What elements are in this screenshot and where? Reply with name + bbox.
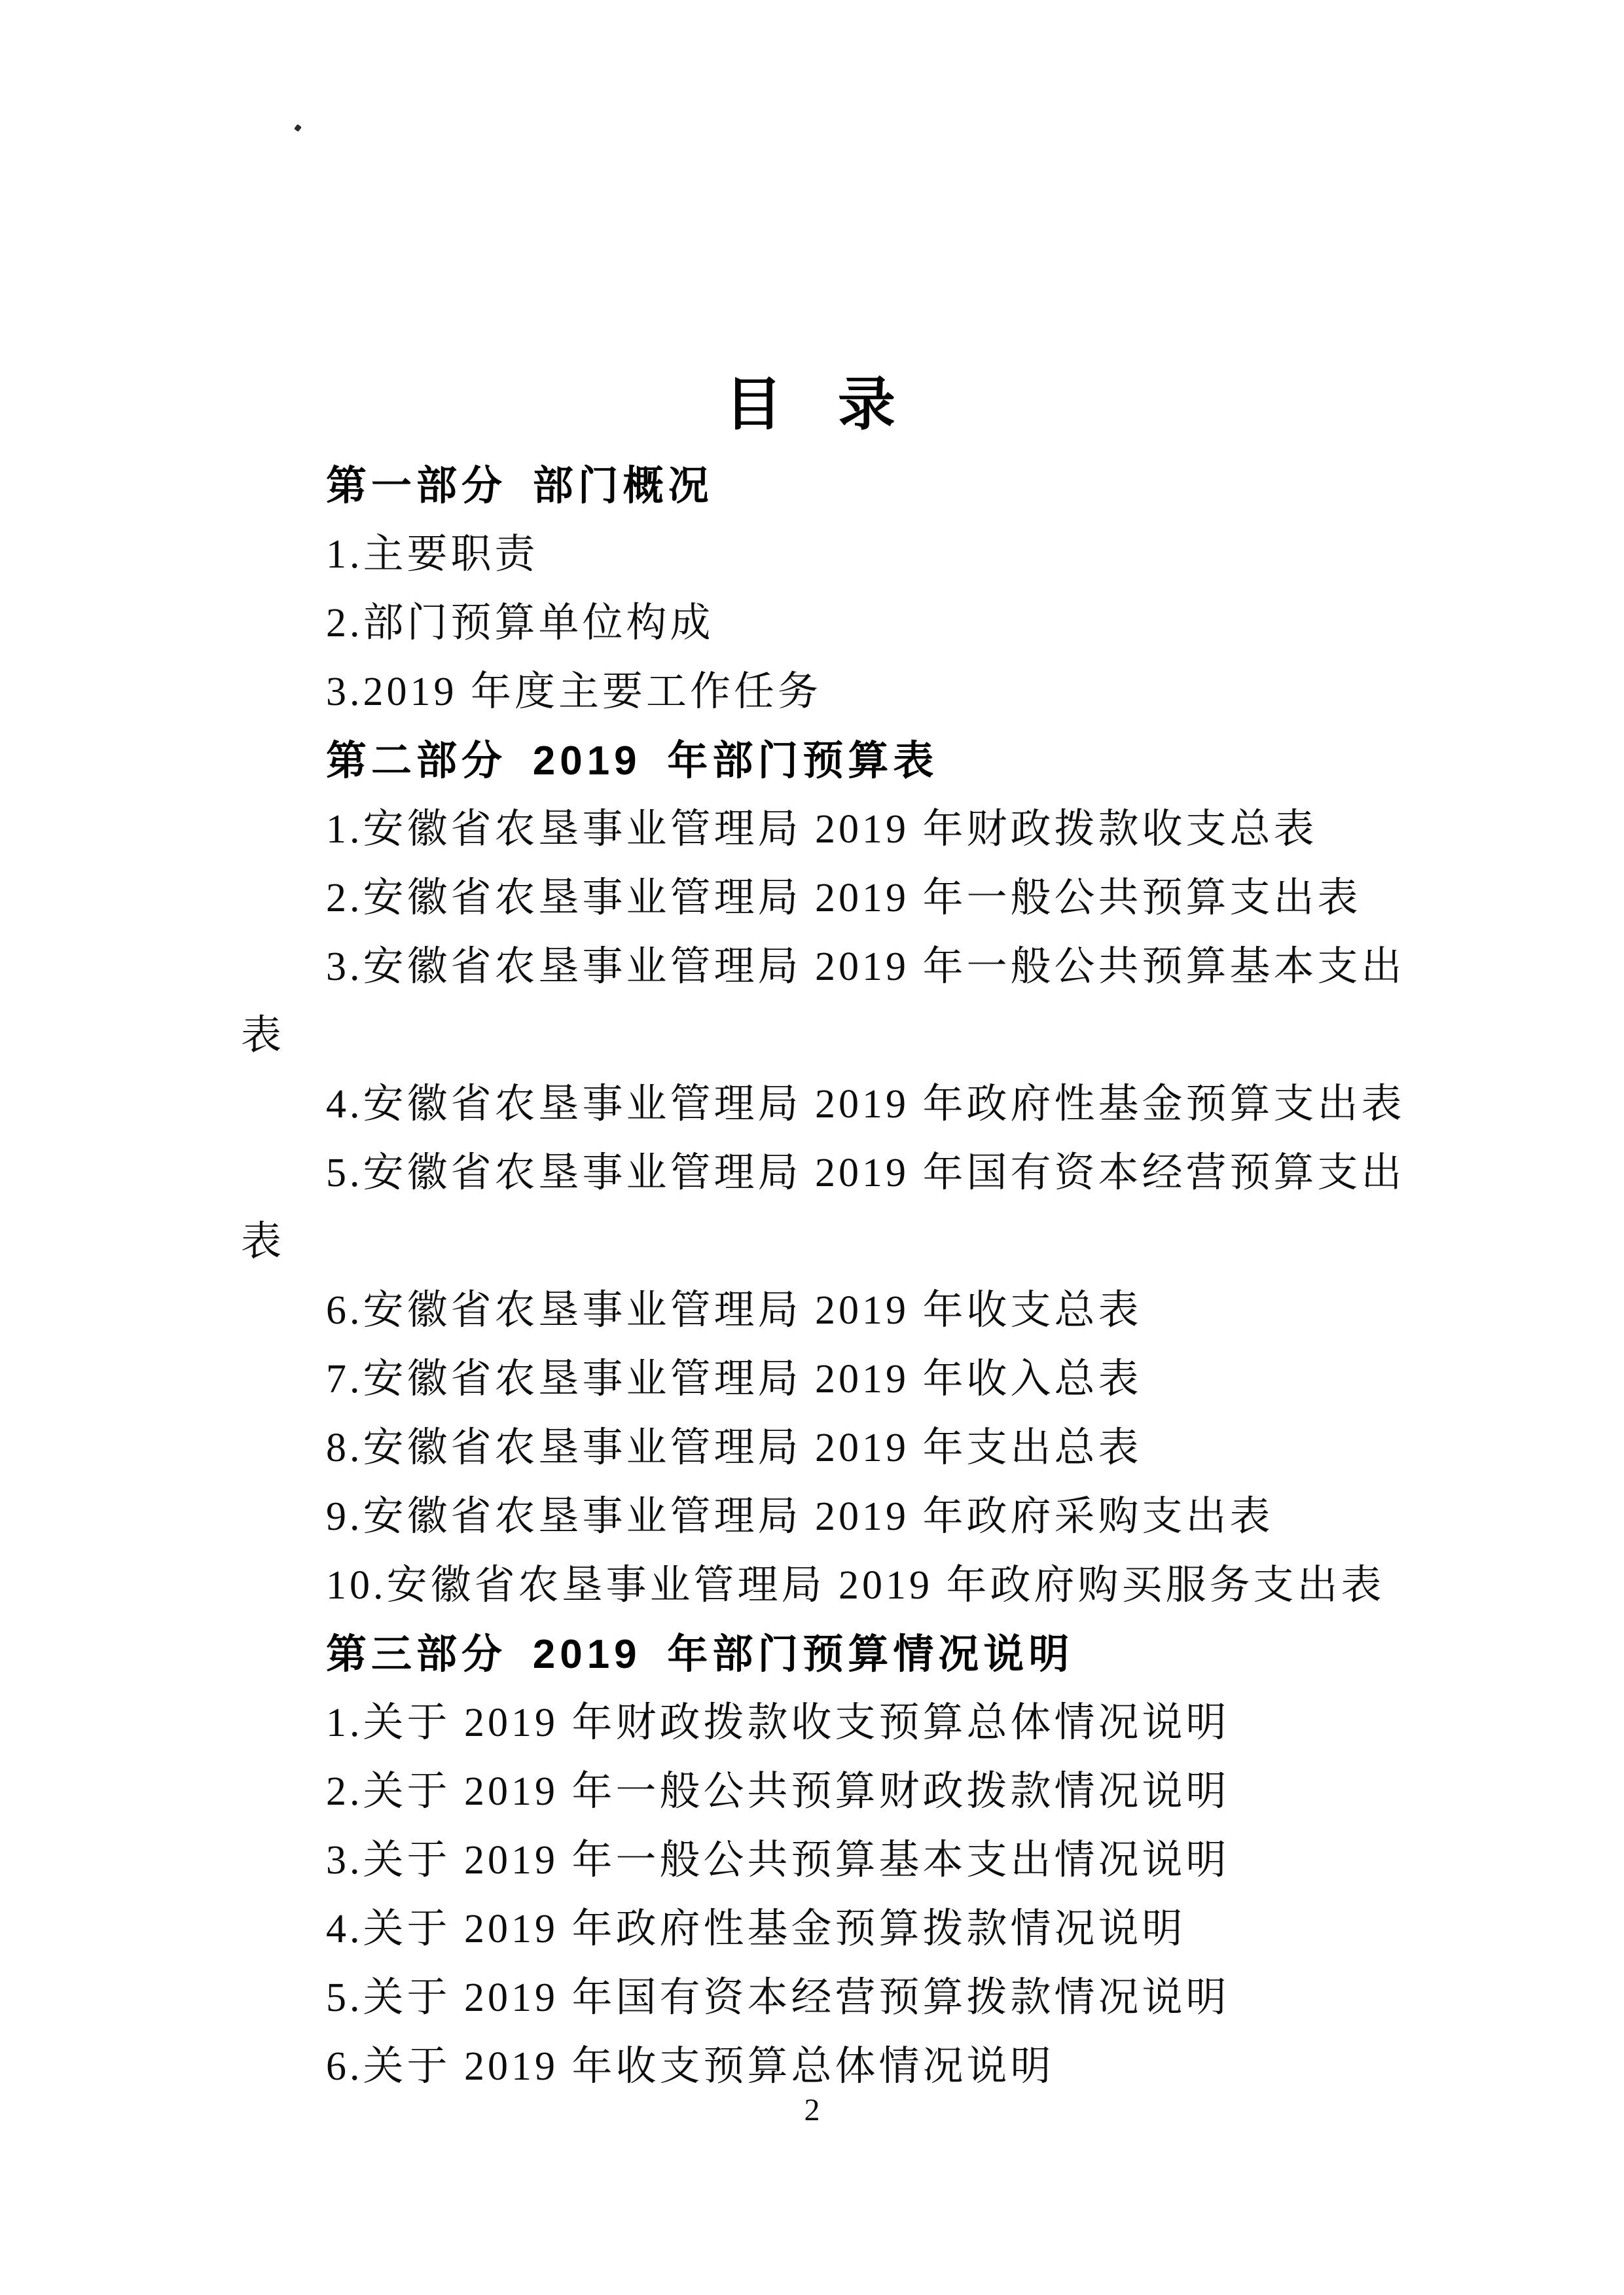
toc-item-line: 7.安徽省农垦事业管理局 2019 年收入总表 [326,1357,1142,1401]
toc-item-line: 2.部门预算单位构成 [326,601,714,645]
toc-item-line: 6.安徽省农垦事业管理局 2019 年收支总表 [326,1288,1142,1333]
toc-section-3 [241,1620,1390,2101]
toc-item-line: 10.安徽省农垦事业管理局 2019 年政府购买服务支出表 [326,1563,1385,1608]
toc-section-2 [241,727,1405,1620]
toc-item-line: 5.安徽省农垦事业管理局 2019 年国有资本经营预算支出 [326,1151,1405,1195]
section-heading: 第三部分 2019 年部门预算情况说明 [326,1632,1074,1677]
page-number: 2 [804,2093,820,2127]
toc-item-line: 2.关于 2019 年一般公共预算财政拨款情况说明 [326,1769,1230,1814]
section-heading: 第二部分 2019 年部门预算表 [326,738,939,784]
toc-item-line: 1.关于 2019 年财政拨款收支预算总体情况说明 [326,1701,1230,1745]
toc-section-1 [241,452,1390,727]
toc-item-line: 8.安徽省农垦事业管理局 2019 年支出总表 [326,1426,1142,1470]
toc-item-line: 4.安徽省农垦事业管理局 2019 年政府性基金预算支出表 [326,1082,1405,1127]
scan-artifact-dot [294,124,302,132]
toc-item-continuation-line: 表 [241,1013,285,1058]
page-title: 目 录 [725,372,899,437]
toc-item-line: 1.安徽省农垦事业管理局 2019 年财政拨款收支总表 [326,807,1318,852]
toc-item-line: 9.安徽省农垦事业管理局 2019 年政府采购支出表 [326,1494,1274,1539]
toc-item-line: 3.2019 年度主要工作任务 [326,670,822,714]
toc-item-line: 2.安徽省农垦事业管理局 2019 年一般公共预算支出表 [326,876,1362,920]
toc-item-line: 6.关于 2019 年收支预算总体情况说明 [326,2044,1055,2089]
toc-item-continuation-line: 表 [241,1220,285,1264]
toc-item-line: 3.安徽省农垦事业管理局 2019 年一般公共预算基本支出 [326,945,1405,989]
toc-item-line: 3.关于 2019 年一般公共预算基本支出情况说明 [326,1838,1230,1883]
section-heading: 第一部分 部门概况 [326,463,713,509]
toc-item-line: 5.关于 2019 年国有资本经营预算拨款情况说明 [326,1976,1230,2020]
table-of-contents [241,452,1405,2101]
toc-item-line: 1.主要职责 [326,532,539,577]
toc-item-line: 4.关于 2019 年政府性基金预算拨款情况说明 [326,1907,1186,1951]
